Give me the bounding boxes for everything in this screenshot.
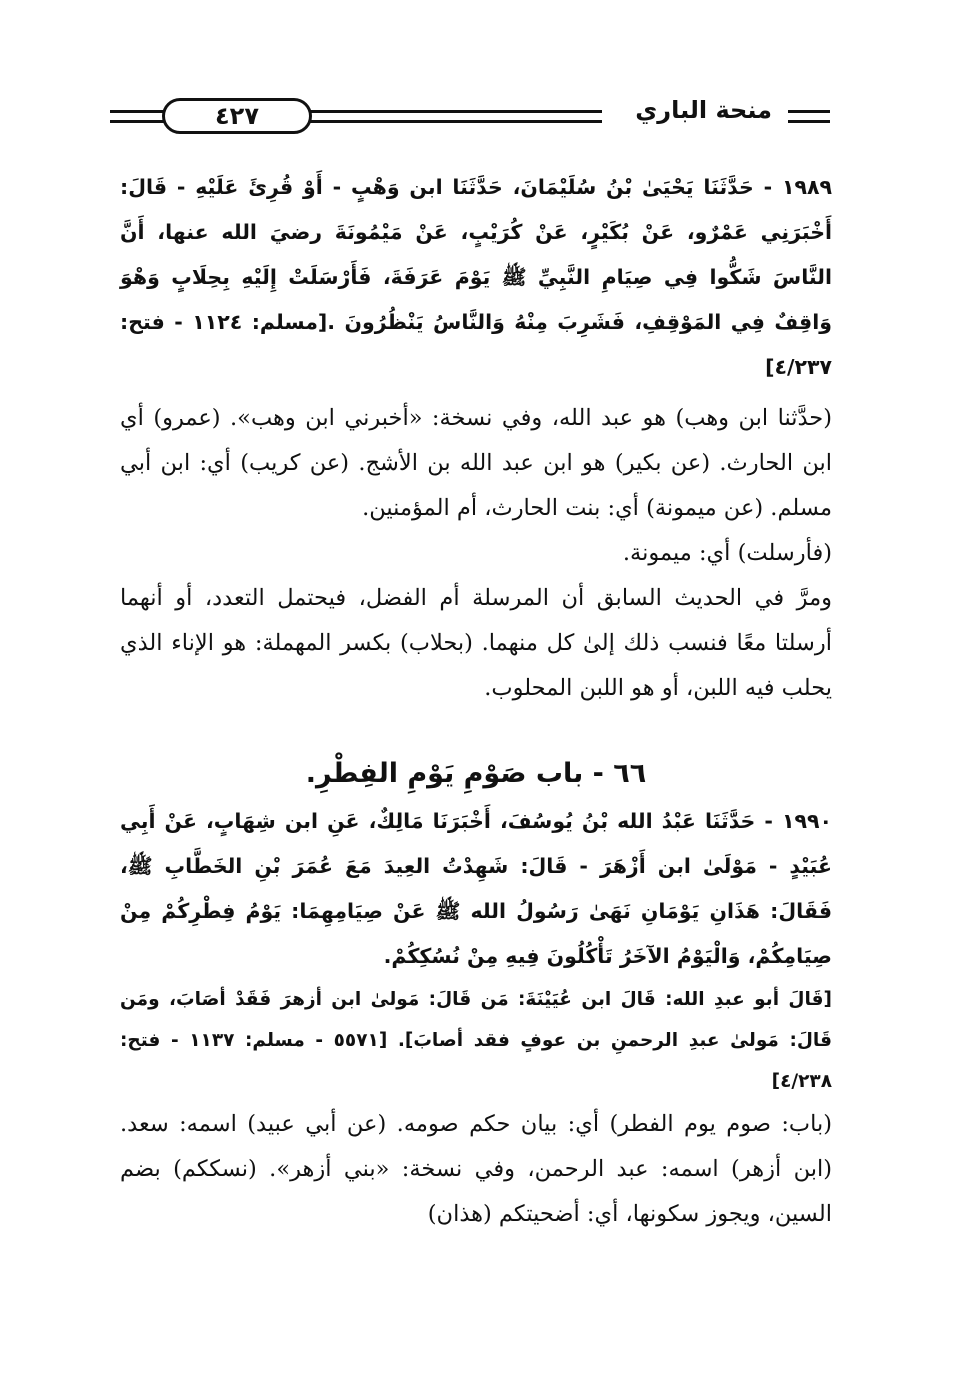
page-number: ٤٢٧ [215,102,259,130]
chapter-heading: ٦٦ - باب صَوْمِ يَوْمِ الفِطْرِ. [305,758,647,789]
hadith-text: ١٩٩٠ - حَدَّثَنَا عَبْدُ الله بْنُ يُوسُفَ، أَخْبَرَنَا مَالِكٌ، عَنِ ابن شِهَابٍ، عَنْ أَبِي عُبَيْدٍ - مَوْلَىٰ ابن أَزْهَرَ - قَالَ: شَهِدْتُ العِيدَ مَعَ عُمَرَ بْنِ الخَطَّابِ ﷺ، فَقَالَ: هَذَانِ يَوْمَانِ نَهَىٰ رَسُولُ الله ﷺ عَنْ صِيَامِهِمَا: يَوْمُ فِطْرِكُمْ مِنْ صِيَامِكُمْ، وَالْيَوْمُ الآخَرُ تَأْكُلُونَ فِيهِ مِنْ نُسُكِكُمْ. [120,809,832,968]
header-rule [310,110,602,113]
header-rule [110,110,170,113]
page-header [110,88,830,144]
page-content [120,165,832,1237]
header-rule [788,110,830,113]
hadith-note: [قَالَ أبو عبدِ الله: قَالَ ابن عُيَيْنَةَ: مَن قَالَ: مَولىٰ ابن أزهرَ فَقَدْ أصَابَ، ومَن قَالَ: مَولىٰ عبدِ الرحمنِ بن عوفٍ فقد أصابَ]. [٥٥٧١ - مسلم: ١١٣٧ - فتح: ٤/٢٣٨] [120,989,832,1092]
commentary-paragraph: ومرَّ في الحديث السابق أن المرسلة أم الفضل، فيحتمل التعدد، أو أنهما أرسلتا معًا فنسب ذلك إلىٰ كل منهما. (بحلاب) بكسر المهملة: هو الإناء الذي يحلب فيه اللبن، أو هو اللبن المحلوب. [120,585,832,701]
commentary-paragraph: (باب: صوم يوم الفطر) أي: بيان حكم صومه. (عن أبي عبيد) اسمه: سعد. (ابن أزهر) اسمه: عبد الرحمن، وفي نسخة: «بني أزهر». (نسككم) بضم السين، ويجوز سكونها، أي: أضحيتكم (هذان) [120,1111,832,1227]
header-rule [310,120,602,123]
commentary-paragraph: (فأرسلت) أي: ميمونة. [622,540,832,566]
hadith-text: ١٩٨٩ - حَدَّثَنَا يَحْيَىٰ بْنُ سُلَيْمَانَ، حَدَّثَنَا ابن وَهْبٍ - أَوْ قُرِئَ عَلَيْهِ - قَالَ: أَخْبَرَنِي عَمْرٌو، عَنْ بُكَيْرٍ، عَنْ كُرَيْبٍ، عَنْ مَيْمُونَةَ رضيَ الله عنها، أَنَّ النَّاسَ شَكُّوا فِي صِيَامِ النَّبِيِّ ﷺ يَوْمَ عَرَفَةَ، فَأَرْسَلَتْ إِلَيْهِ بِحِلَابٍ وَهْوَ وَاقِفٌ فِي المَوْقِفِ، فَشَرِبَ مِنْهُ وَالنَّاسُ يَنْظُرُونَ .[مسلم: ١١٢٤ - فتح: ٤/٢٣٧] [120,175,833,379]
page-number-badge [162,98,312,134]
header-rule [788,120,830,123]
book-title: منحة الباري [635,96,772,124]
commentary-paragraph: (حدَّثنا ابن وهب) هو عبد الله، وفي نسخة: «أخبرني ابن وهب». (عمرو) أي ابن الحارث. (عن بكير) هو ابن عبد الله بن الأشج. (عن كريب) أي: ابن أبي مسلم. (عن ميمونة) أي: بنت الحارث، أم المؤمنين. [120,405,832,521]
header-rule [110,120,170,123]
